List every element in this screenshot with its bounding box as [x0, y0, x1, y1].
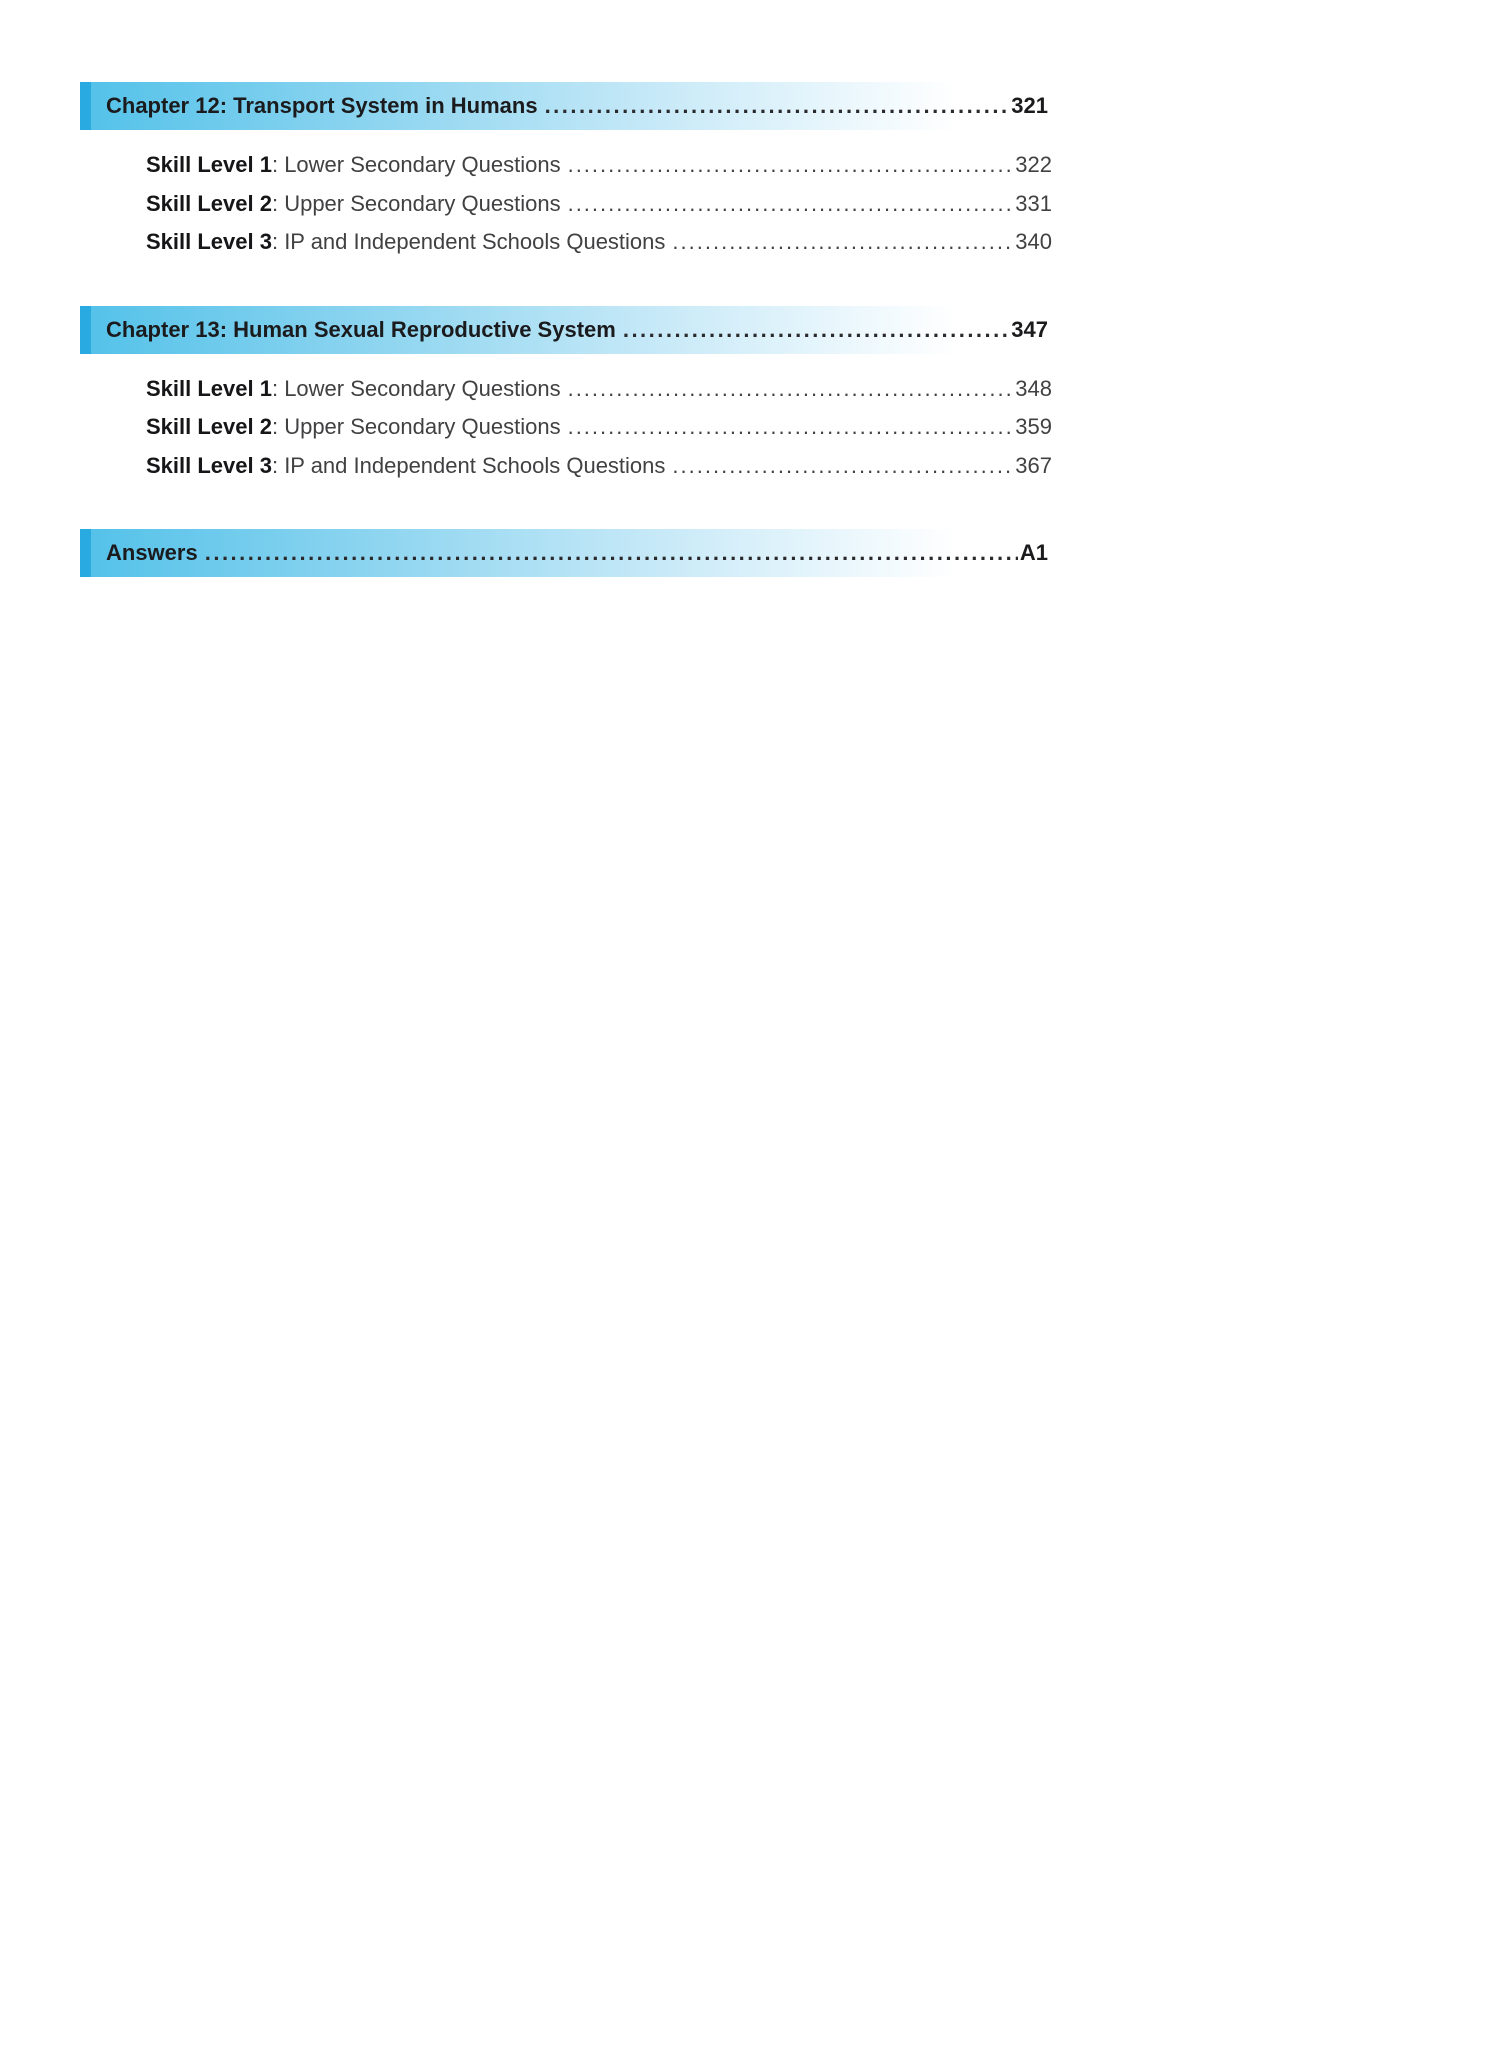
answers-heading-bar	[80, 529, 1052, 577]
entry-label	[146, 146, 561, 185]
skill-level-label: Skill Level 3	[146, 229, 272, 254]
entry-description: : Upper Secondary Questions	[271, 190, 561, 216]
toc-page	[0, 0, 1504, 577]
toc-entry	[146, 185, 1052, 224]
entry-label	[146, 223, 665, 262]
dot-leader	[672, 223, 1013, 262]
toc-entry	[146, 447, 1052, 486]
chapter-12-section	[80, 82, 1052, 262]
entry-description: : Lower Secondary Questions	[271, 152, 561, 177]
entry-label	[146, 447, 665, 486]
dot-leader	[672, 447, 1013, 486]
entry-page-number: 348	[1015, 375, 1052, 401]
entry-page-number: 331	[1015, 190, 1052, 216]
dot-leader	[568, 185, 1014, 224]
entry-page-number: 340	[1015, 229, 1052, 254]
chapter-13-section	[80, 306, 1052, 486]
entry-description: : Lower Secondary Questions	[271, 375, 561, 401]
entry-page-number: 367	[1015, 452, 1052, 478]
dot-leader	[623, 317, 1009, 343]
skill-level-label: Skill Level 2	[146, 414, 272, 439]
skill-level-label: Skill Level 2	[146, 190, 272, 216]
entry-description: : IP and Independent Schools Questions	[271, 452, 666, 478]
skill-level-label: Skill Level 1	[146, 152, 272, 177]
entry-label	[146, 408, 561, 447]
entry-description: : Upper Secondary Questions	[271, 414, 561, 439]
entry-description: : IP and Independent Schools Questions	[271, 229, 666, 254]
chapter-12-heading-bar	[80, 82, 1052, 130]
entry-label	[146, 185, 561, 224]
toc-content	[80, 82, 1052, 577]
toc-entry	[146, 146, 1052, 185]
dot-leader	[568, 408, 1014, 447]
answers-page-number: A1	[1019, 540, 1048, 565]
chapter-13-heading-bar	[80, 306, 1052, 354]
toc-entry	[146, 408, 1052, 447]
entry-label	[146, 370, 561, 409]
dot-leader	[205, 540, 1018, 566]
chapter-title: Chapter 12: Transport System in Humans	[106, 93, 538, 118]
entry-page-number: 322	[1015, 152, 1052, 177]
chapter-page-number: 321	[1011, 93, 1048, 118]
chapter-page-number: 347	[1011, 316, 1048, 342]
answers-title: Answers	[106, 540, 198, 565]
chapter-12-entries	[80, 130, 1052, 262]
toc-entry	[146, 223, 1052, 262]
chapter-13-entries	[80, 354, 1052, 486]
skill-level-label: Skill Level 3	[146, 452, 272, 478]
skill-level-label: Skill Level 1	[146, 375, 272, 401]
dot-leader	[568, 370, 1014, 409]
entry-page-number: 359	[1015, 414, 1052, 439]
dot-leader	[545, 93, 1010, 119]
chapter-title: Chapter 13: Human Sexual Reproductive System	[106, 316, 616, 342]
toc-entry	[146, 370, 1052, 409]
dot-leader	[568, 146, 1014, 185]
